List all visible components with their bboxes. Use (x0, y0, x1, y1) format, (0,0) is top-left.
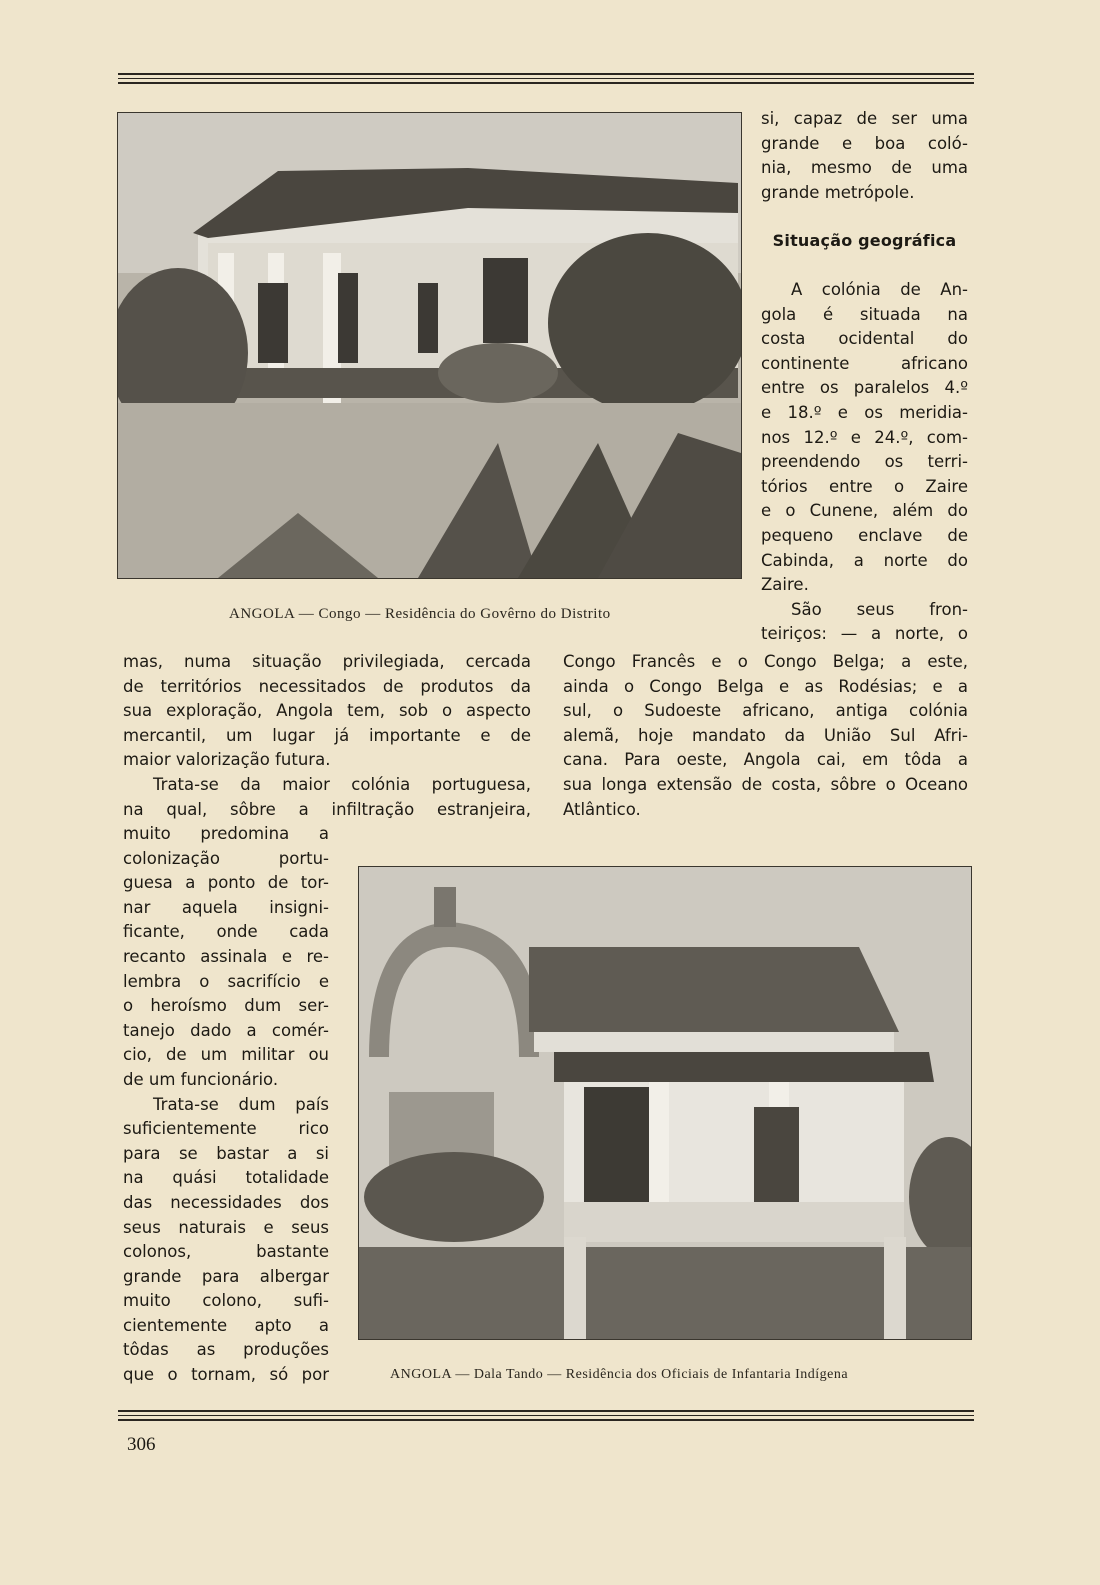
text-line: guesa a ponto de tor- (123, 873, 329, 893)
text-line: de territórios necessitados de produtos da (123, 676, 531, 696)
text-line: sua exploração, Angola tem, sob o aspecto (123, 701, 531, 721)
text-line: que o tornam, só por (123, 1365, 329, 1385)
text-line: grande metrópole. (761, 182, 915, 202)
text-line: Zaire. (761, 575, 809, 595)
text-line: tôdas as produções (123, 1340, 329, 1360)
text-line: cana. Para oeste, Angola cai, em tôda a (563, 750, 968, 770)
text-line: teiriços: — a norte, o (761, 624, 968, 644)
top-double-rule (118, 73, 974, 87)
text-line: Trata-se dum país (153, 1094, 329, 1114)
text-line: cio, de um militar ou (123, 1045, 329, 1065)
text-line: seus naturais e seus (123, 1217, 329, 1237)
text-line: tórios entre o Zaire (761, 476, 968, 496)
bottom-double-rule (118, 1410, 974, 1424)
section-heading: Situação geográfica (772, 231, 957, 251)
text-line: mercantil, um lugar já importante e de (123, 725, 531, 745)
left-column-narrow-text (123, 822, 329, 1388)
photo-congo-residence (117, 112, 742, 579)
text-line: de um funcionário. (123, 1069, 279, 1089)
right-column-text (761, 107, 968, 647)
text-line: mas, numa situação privilegiada, cercada (123, 652, 531, 671)
text-line: das necessidades dos (123, 1192, 329, 1212)
photo-dala-tando-residence (358, 866, 972, 1340)
text-line: nos 12.º e 24.º, com- (761, 427, 968, 447)
text-line: A colónia de An- (791, 279, 968, 299)
text-line: nar aquela insigni- (123, 897, 329, 917)
text-line: grande e boa coló- (761, 133, 968, 153)
text-line: sua longa extensão de costa, sôbre o Oceano (563, 774, 968, 794)
text-line: o heroísmo dum ser- (123, 996, 329, 1016)
text-line: São seus fron- (791, 599, 968, 619)
text-line: lembra o sacrifício e (123, 971, 329, 991)
text-line: nia, mesmo de uma (761, 158, 968, 178)
text-line: recanto assinala e re- (123, 946, 329, 966)
text-line: ficante, onde cada (123, 922, 329, 942)
text-line: e 18.º e os meridia- (761, 402, 968, 422)
text-line: tanejo dado a comér- (123, 1020, 329, 1040)
text-line: gola é situada na (761, 304, 968, 324)
text-line: si, capaz de ser uma (761, 109, 968, 128)
text-line: costa ocidental do (761, 329, 968, 349)
text-line: maior valorização futura. (123, 750, 331, 770)
left-column-wide-text (123, 650, 531, 822)
text-line: Atlântico. (563, 799, 641, 819)
text-line: muito predomina a (123, 824, 329, 843)
text-line: pequeno enclave de (761, 525, 968, 545)
text-line: sul, o Sudoeste africano, antiga colónia (563, 701, 968, 721)
text-line: Congo Francês e o Congo Belga; a este, (563, 652, 968, 671)
page-number: 306 (127, 1434, 156, 1455)
text-line: continente africano (761, 353, 968, 373)
text-line: colonos, bastante (123, 1242, 329, 1262)
text-line: preendendo os terri- (761, 452, 968, 472)
text-line: Cabinda, a norte do (761, 550, 968, 570)
figure-caption: ANGOLA — Congo — Residência do Govêrno do Distrito (229, 606, 611, 622)
text-line: na quási totalidade (123, 1168, 329, 1188)
text-line: alemã, hoje mandato da União Sul Afri- (563, 725, 968, 745)
text-line: grande para albergar (123, 1266, 329, 1286)
text-line: cientemente apto a (123, 1315, 329, 1335)
text-line: colonização portu- (123, 848, 329, 868)
text-line: ainda o Congo Belga e as Rodésias; e a (563, 676, 968, 696)
text-line: suficientemente rico (123, 1119, 329, 1139)
right-column-wide-text (563, 650, 968, 822)
text-line: na qual, sôbre a infiltração estranjeira, (123, 799, 531, 819)
figure-caption: ANGOLA — Dala Tando — Residência dos Oficiais de Infantaria Indígena (390, 1367, 849, 1382)
text-line: muito colono, sufi- (123, 1291, 329, 1311)
text-line: e o Cunene, além do (761, 501, 968, 521)
text-line: Trata-se da maior colónia portuguesa, (153, 774, 531, 794)
text-line: para se bastar a si (123, 1143, 329, 1163)
text-line: entre os paralelos 4.º (761, 378, 968, 398)
